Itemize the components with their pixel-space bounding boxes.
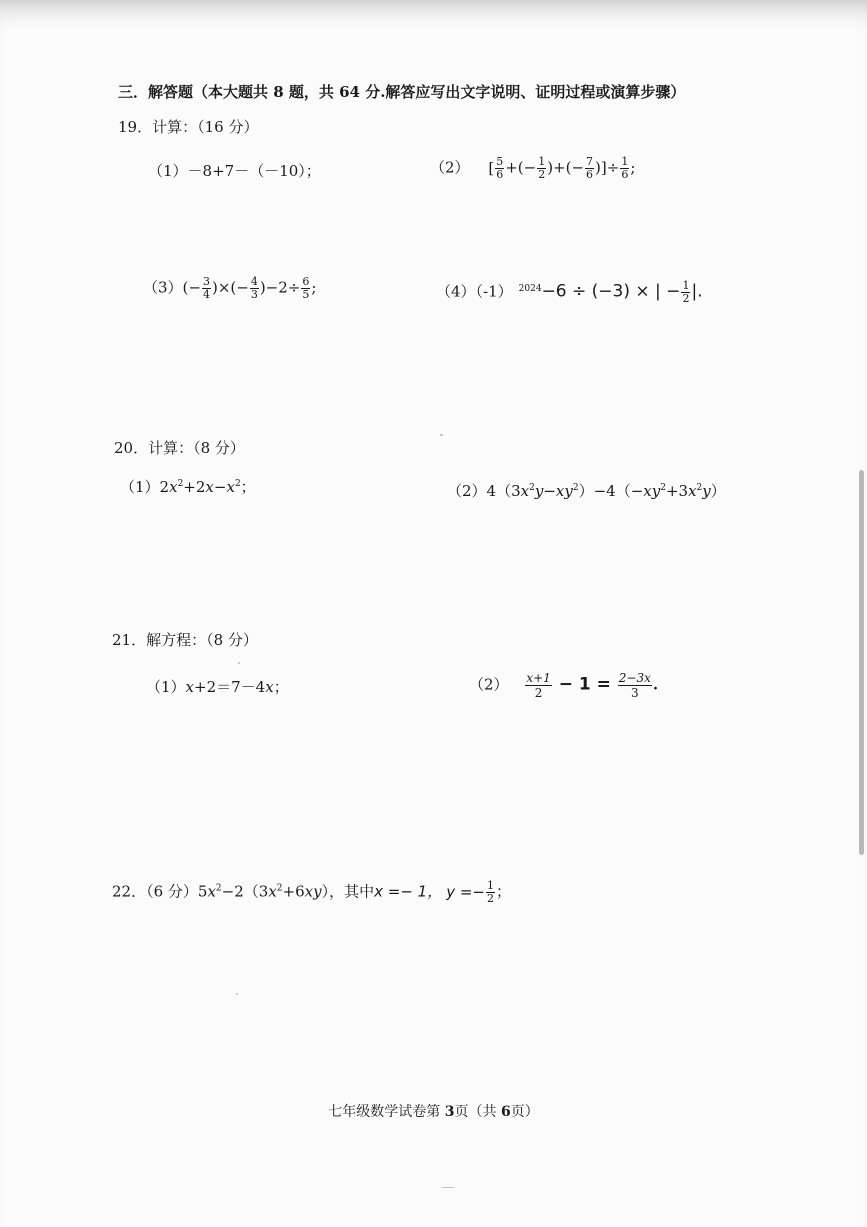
q19-part4-label: （4）（-1） [436, 282, 513, 301]
page-footer: 七年级数学试卷第 3页（共 6页） [328, 1104, 539, 1120]
scan-speck [440, 434, 443, 436]
fraction: $\frac{3}{4}$ [202, 275, 210, 301]
fraction: $\frac{6}{5}$ [302, 275, 310, 301]
q20-part1: $(1)2x^2+2x-x^2$； [120, 478, 256, 496]
q19-part2: （2） [ $\frac{5}{6}$ +(− $\frac{1}{2}$ )+(− $\frac{7}{6}$ )]÷ $\frac{1}{6}$ ; [430, 155, 636, 181]
scan-speck [441, 1187, 455, 1188]
fraction: $\frac{4}{3}$ [250, 275, 258, 301]
fraction: $\frac{2-3x}{3}$ [618, 671, 651, 700]
q19-part1-label: （1） [148, 162, 188, 180]
q19-part1 [148, 160, 321, 181]
q19-title: 19．计算：（16 分） [118, 118, 259, 136]
q22: 22．（6 分）$5x^2-2(3x^2+6xy)$，其中x =− 1， y =− $\frac{1}{2}$ ； [112, 879, 512, 905]
q19-part3: （3）(− $\frac{3}{4}$ )×(− $\frac{4}{3}$ )−2÷ $\frac{6}{5}$ ; [143, 275, 317, 301]
q21-part2: （2） $\frac{x+1}{2}$ − 1 = $\frac{2-3x}{3}$ . [469, 671, 659, 700]
fraction: $\frac{7}{6}$ [586, 155, 594, 181]
q19-part1-expr: －8+7－（－10）； [187, 162, 321, 180]
fraction: $\frac{x+1}{2}$ [526, 671, 551, 700]
q19-part2-label: （2） [430, 158, 470, 177]
scrollbar[interactable] [859, 470, 864, 855]
scan-speck [236, 993, 238, 995]
q19-part4: （4）（-1） $^{2024}$−6 ÷ (−3) × | − $\frac{1}{2}$ |. [436, 279, 703, 305]
q19-part3-label: （3） [143, 278, 183, 297]
fraction: $\frac{1}{2}$ [487, 879, 494, 905]
q20-title: 20．计算：（8 分） [114, 439, 245, 457]
q21-title: 21．解方程：（8 分） [112, 631, 258, 649]
fraction: $\frac{5}{6}$ [496, 155, 504, 181]
section-heading: 三．解答题（本大题共 8 题，共 64 分.解答应写出文字说明、证明过程或演算步骤） [118, 83, 686, 101]
scan-speck [238, 662, 240, 664]
q21-part1: （1）x+2＝7－4x； [146, 678, 289, 696]
fraction: $\frac{1}{2}$ [538, 155, 546, 181]
fraction: $\frac{1}{6}$ [621, 155, 629, 181]
q20-part2: $(2)4(3x^2y-xy^2)-4(-xy^2+3x^2y)$ [447, 482, 726, 500]
fraction: $\frac{1}{2}$ [682, 279, 690, 305]
